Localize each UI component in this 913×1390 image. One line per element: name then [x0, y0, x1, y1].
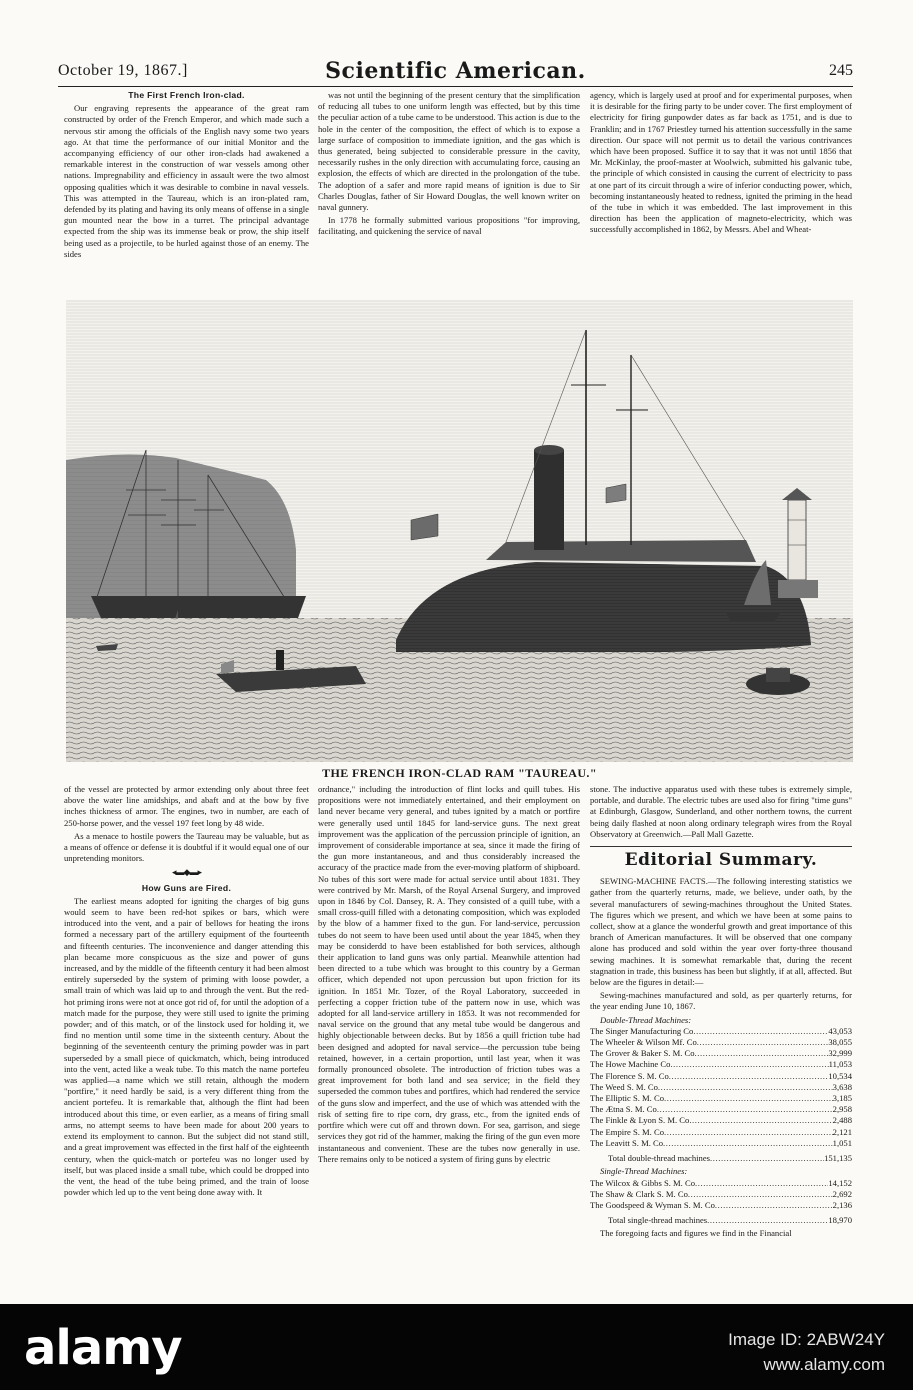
sewing-machine-intro: Sewing-machines manufactured and sold, as per quarterly returns, for the year ending June 10, 1867.: [590, 990, 852, 1012]
machine-count: 32,999: [828, 1048, 852, 1059]
double-thread-table: [590, 1026, 852, 1164]
page-header: [58, 58, 853, 88]
table-row: [590, 1189, 852, 1200]
guns-paragraph-cont-2: In 1778 he formally submitted various propositions "for improving, facilitating, and quickening the service of naval: [318, 215, 580, 237]
total-label: Total double-thread machines: [608, 1153, 711, 1164]
machine-count: 2,121: [832, 1126, 852, 1137]
manufacturer-name: The Grover & Baker S. M. Co: [590, 1048, 695, 1059]
double-thread-total-row: [590, 1153, 852, 1164]
manufacturer-name: The Weed S. M. Co: [590, 1081, 658, 1092]
guns-paragraph-end: stone. The inductive apparatus used with these tubes is extremely simple, portable, and durable. The electric tubes are used also for firing "time guns" at Edinburgh, Glasgow, Sunderland, and other northern towns, the current being daily flashed at noon along ordinary telegraph wires from the Royal Observatory at Greenwich.—Pall Mall Gazette.: [590, 784, 852, 839]
manufacturer-name: The Shaw & Clark S. M. Co: [590, 1188, 688, 1199]
manufacturer-name: The Goodspeed & Wyman S. M. Co: [590, 1199, 715, 1210]
column-2-bottom: [318, 784, 580, 1167]
guns-paragraph-cont-4: ordnance," including the introduction of flint locks and quill tubes. His propositions were not immediately entertained, and their employment on land never became very general, and tubes ignited by a match or portfire were generally used until 1845 for land-service guns. The next great improvement was the application of the percussion principle of ignition, an improvement of considerable importance at sea, since it made the firing of the gun more instantaneous, and and thus considerably increased the accuracy of the practice made from the ever-moving platform of shipboard. No tubes of this sort were made for actual service until about 1831. They were contrived by Mr. Marsh, of the Royal Arsenal Surgery, and improved upon in 1846 by Col. Dansey, R. A. They consisted of a quill tube, with a small cross-quill filled with a detonating composition, which was exploded by the blow of a hammer fixed to the gun. For land-service, percussion tubes do not seem to have been used until about the year 1845, when they may be considerdd to have been established for both services, although their application to land guns was only partial. Meanwhile attention had been directed to a tube which was brought to this country by a German officer, which depended not upon percussion but upon friction for its ignition. In 1851 Mr. Tozer, of the Royal Laboratory, succeeded in perfecting a copper friction tube of the pattern now in use, which was adopted for all land-service artillery in 1853. It was not recommended for naval service on the ground that any metal tube would be dangerous and highly objectionable between decks. But by 1856 a quill friction tube had been designed and adopted for naval service—the percussion tube being retained, however, in a certain proportion, until last year, when it was formally pronounced obsolete. The introduction of friction tubes was a great improvement for both land and sea service; in the field they superseded the common tubes and portfires, which had rendered the service of the guns slow and imperfect, and the use of which was attended with the risk of setting fire to ripe corn, dry grass, etc., from the ignited ends of portfire which were cut off and thrown down. For sea, garrison, and siege services they got rid of the hammer, making the firing of the gun even more instantaneous and convenient. These are the tubes now generally in use. There remains only to be noticed a system of firing guns by electric: [318, 784, 580, 1164]
machine-count: 3,185: [832, 1093, 852, 1104]
manufacturer-name: The Finkle & Lyon S. M. Co: [590, 1115, 690, 1126]
alamy-logo: alamy: [24, 1320, 182, 1376]
table-row: [590, 1048, 852, 1059]
page-number: 245: [829, 62, 853, 79]
guns-paragraph-1: The earliest means adopted for igniting the charges of big guns would seem to have been red-hot spikes or bars, which were introduced into the vent, and a pair of bellows for heating the irons formed a necessary part of the artillery equipment of the fourteenth and fifteenth centuries. The inconvenience and danger attending this plan became more conspicuous as the size and power of guns increased, and by the middle of the fifteenth century it had been almost entirely superseded by the system of priming with loose powder, a small train of which was laid up to and through the vent. But the red-hot priming irons were not at once got rid of, for until the adoption of a match made for the purpose, they were still used to ignite the priming powder; and of this match, or of the linstock used for holding it, we find no mention until some time in the sixteenth century. About the beginning of the seventeenth century the priming powder was in part superseded by a small piece of quickmatch, which, being introduced into the vent, acted like a weak tube. To this match the name portefeu was applied—a name which we still retain, although the modern "portfire," it need hardly be said, is a very different thing from the ancient portefeu. It is remarkable that, although the flint had been introduced about this time, or even earlier, as a means of firing small arms, no attempt seems to have been made for about 200 years to extend its employment to cannon. But the subject did not stand still, and a great improvement was effected in the first half of the eighteenth century, when the quick-match or portefeu was no longer used by itself, but was placed inside a small tube, which could be dropped into the vent, the head of the tube being primed, and the train of loose powder which led up to the vent being done away with. It: [64, 895, 309, 1198]
total-value: 18,970: [828, 1215, 852, 1226]
machine-count: 11,053: [828, 1059, 852, 1070]
total-label: Total single-thread machines: [608, 1215, 708, 1226]
manufacturer-name: The Elliptic S. M. Co: [590, 1093, 664, 1104]
single-thread-heading: Single-Thread Machines:: [600, 1166, 688, 1177]
guns-paragraph-cont-1: was not until the beginning of the present century that the simplification of reducing all tubes to one uniform length was effected, but by this time the peculiar action of a tube came to be understood. This action is due to the hole in the center of the composition, the effect of which is to expose a large surface of composition to immediate ignition, and the gas which is thus generated, being subjected to considerable pressure in the cavity, necessarily rushes in the only direction with accumulating force, causing an explosion, the effects of which are directed in the prolongation of the tube. The adoption of a safer and more rapid means of ignition is due to Sir Charles Douglas, father of Sir Howard Douglas, the well known writer on naval gunnery.: [318, 90, 580, 213]
manufacturer-name: The Empire S. M. Co: [590, 1126, 664, 1137]
image-id-label: Image ID: 2ABW24Y: [728, 1330, 885, 1349]
manufacturer-name: The Wheeler & Wilson Mf. Co: [590, 1037, 697, 1048]
ironclad-paragraph-2: of the vessel are protected by armor extending only about three feet above the water line amidships, and abaft and at the bow by five inches thickness of armor. The engines, two in number, are each of 250-horse power, and the vessel 197 feet long by 48 wide.: [64, 784, 309, 828]
table-row: [590, 1093, 852, 1104]
table-row: [590, 1138, 852, 1149]
masthead-title: Scientific American.: [325, 58, 586, 84]
column-1-top: [64, 90, 309, 262]
watermark-url: www.alamy.com: [763, 1355, 885, 1374]
issue-date: October 19, 1867.]: [58, 62, 188, 79]
column-1-bottom: [64, 784, 309, 1200]
guns-paragraph-cont-3: agency, which is largely used at proof and for experimental purposes, when it is desirable for the firing party to be under cover. The first employment of electricity for firing gunpowder dates as far back as 1751, and is due to Franklin; and in 1767 Priestley turned his attention successfully in the same direction. Our space will not permit us to detail the various contrivances which have been proposed. Suffice it to say that it was not until 1856 that Mr. McKinlay, the proof-master at Woolwich, submitted his galvanic tube, the principle of which consisted in causing the current of electricity to pass at one part of its circuit through a wire of inferior conducting power, which, becoming instantaneously heated to redness, ignited the priming in the head of the tube in which it was embedded. The last improvement in this direction has been the application of magneto-electricity, which was successfully accomplished in 1862, by Messrs. Abel and Wheat-: [590, 90, 852, 235]
header-rule: [58, 86, 853, 87]
table-row: [590, 1115, 852, 1126]
manufacturer-name: The Howe Machine Co: [590, 1059, 671, 1070]
machine-count: 43,053: [828, 1025, 852, 1036]
table-row: [590, 1178, 852, 1189]
table-row: [590, 1026, 852, 1037]
column-3-bottom: [590, 784, 852, 1242]
table-row: [590, 1059, 852, 1070]
manufacturer-name: The Wilcox & Gibbs S. M. Co: [590, 1177, 696, 1188]
table-row: [590, 1071, 852, 1082]
table-row: [590, 1104, 852, 1115]
column-2-top: [318, 90, 580, 240]
manufacturer-name: The Florence S. M. Co: [590, 1070, 669, 1081]
editorial-summary-heading: Editorial Summary.: [624, 850, 818, 871]
ironclad-paragraph-3: As a menace to hostile powers the Taureau may be valuable, but as a means of offence or defense it is doubtful if it would equal one of our unpretending monitors.: [64, 830, 309, 864]
single-thread-table: [590, 1178, 852, 1227]
manufacturer-name: The Ætna S. M. Co: [590, 1104, 657, 1115]
machine-count: 2,958: [832, 1104, 852, 1115]
machine-count: 1,051: [832, 1137, 852, 1148]
sewing-machine-facts: SEWING-MACHINE FACTS.—The following interesting statistics we gather from the quarterly returns, made, we believe, under oath, by the several manufacturers of sewing-machines throughout the United States. The figures which we present, and which we have been at some pains to collect, show at a glance the wonderful growth and great importance of this branch of American manufactures. It will be observed that one company alone has produced and sold within the year over forty-three thousand sewing machines. It is somewhat remarkable that, during the recent stagnation in trade, this business has been but slightly, if at all, affected. But below are the figures in detail:—: [590, 876, 852, 988]
machine-count: 2,692: [832, 1188, 852, 1199]
machine-count: 38,055: [828, 1037, 852, 1048]
total-value: 151,135: [824, 1153, 852, 1164]
machine-count: 10,534: [828, 1070, 852, 1081]
single-thread-total-row: [590, 1215, 852, 1226]
machine-count: 14,152: [828, 1177, 852, 1188]
machine-count: 2,136: [832, 1199, 852, 1210]
machine-count: 3,638: [832, 1081, 852, 1092]
table-row: [590, 1082, 852, 1093]
editorial-rule: [590, 846, 852, 847]
ironclad-ram-engraving: [66, 300, 853, 762]
sewing-machine-source: The foregoing facts and figures we find in the Financial: [600, 1228, 792, 1239]
section-divider: ◂▬◆▬▸: [172, 867, 201, 878]
ironclad-paragraph-1: Our engraving represents the appearance of the great ram constructed by order of the French Emperor, and which made such a nervous stir among the officials of the English navy some two years ago. At that time the performance of our initial Monitor and the accompanying efficiency of our other iron-clads had awakened a remarkable interest in the construction of war vessels among other nations. Impregnability and efficiency in assault were the two almost opposing qualities which it was desirable to combine in naval vessels. This was attempted in the Taureau, which is an iron-plated ram, defended by its plating and having its only means of offense in a single gun mounted near the bow in a turret. The principal advantage expected from the ship was its immense beak or prow, the ship itself being used as a projectile, to be hurled against those of an enemy. The sides: [64, 103, 309, 259]
manufacturer-name: The Singer Manufacturing Co: [590, 1025, 694, 1036]
table-row: [590, 1200, 852, 1211]
column-3-top: [590, 90, 852, 238]
article-heading-ironclad: The First French Iron-clad.: [128, 90, 245, 100]
machine-count: 2,488: [832, 1115, 852, 1126]
article-heading-guns: How Guns are Fired.: [141, 882, 232, 893]
table-row: [590, 1127, 852, 1138]
manufacturer-name: The Leavitt S. M. Co: [590, 1137, 664, 1148]
engraving-illustration: [66, 300, 853, 762]
double-thread-heading: Double-Thread Machines:: [600, 1014, 692, 1025]
engraving-caption: THE FRENCH IRON-CLAD RAM "TAUREAU.": [322, 766, 597, 780]
table-row: [590, 1037, 852, 1048]
